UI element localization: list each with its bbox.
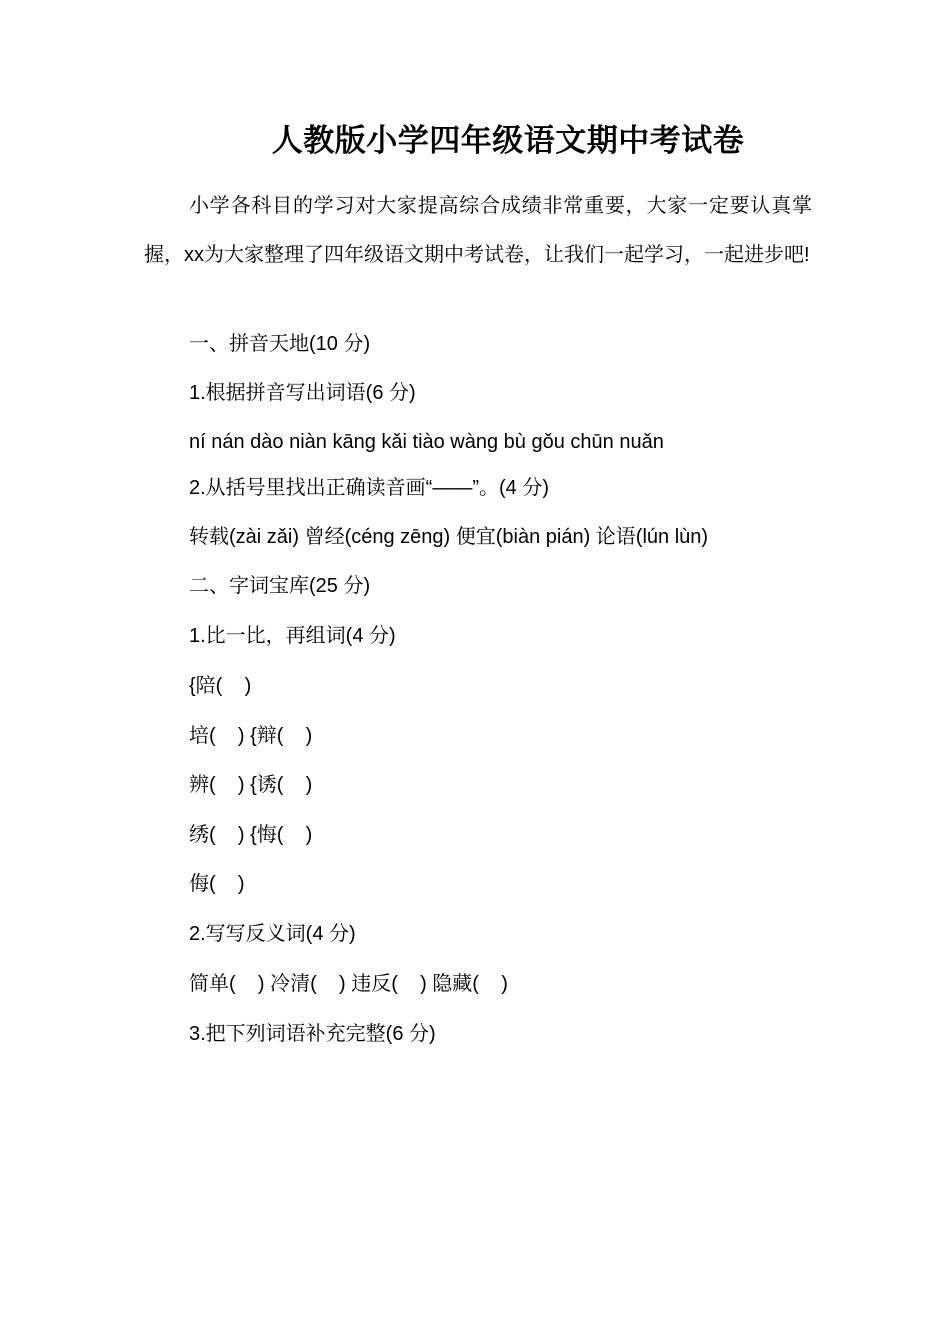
question-line: {陪( ) <box>189 675 252 697</box>
question-heading: 1.比一比，再组词(4 分) <box>189 625 396 647</box>
section-heading-words: 二、字词宝库(25 分) <box>189 575 371 597</box>
question-heading: 2.从括号里找出正确读音画“——”。(4 分) <box>189 477 549 499</box>
question-heading: 1.根据拼音写出词语(6 分) <box>189 382 416 404</box>
question-heading: 3.把下列词语补充完整(6 分) <box>189 1023 436 1045</box>
question-line: 辨( ) {诱( ) <box>189 774 313 796</box>
question-heading: 2.写写反义词(4 分) <box>189 923 356 945</box>
question-line: 侮( ) <box>189 873 245 895</box>
document-title: 人教版小学四年级语文期中考试卷 <box>271 123 745 159</box>
section-heading-pinyin: 一、拼音天地(10 分) <box>189 333 371 355</box>
intro-paragraph: 小学各科目的学习对大家提高综合成绩非常重要，大家一定要认真掌握，xx为大家整理了四年级语文期中考试卷，让我们一起学习，一起进步吧! <box>144 195 812 266</box>
question-line: 培( ) {辩( ) <box>189 725 313 747</box>
question-line: 转载(zài zǎi) 曾经(céng zēng) 便宜(biàn pián) 论语(lún lùn) <box>189 526 709 548</box>
question-line: 简单( ) 冷清( ) 违反( ) 隐藏( ) <box>189 973 508 995</box>
question-line: 绣( ) {悔( ) <box>189 824 313 846</box>
pinyin-line: ní nán dào niàn kāng kǎi tiào wàng bù gǒu chūn nuǎn <box>189 431 664 453</box>
